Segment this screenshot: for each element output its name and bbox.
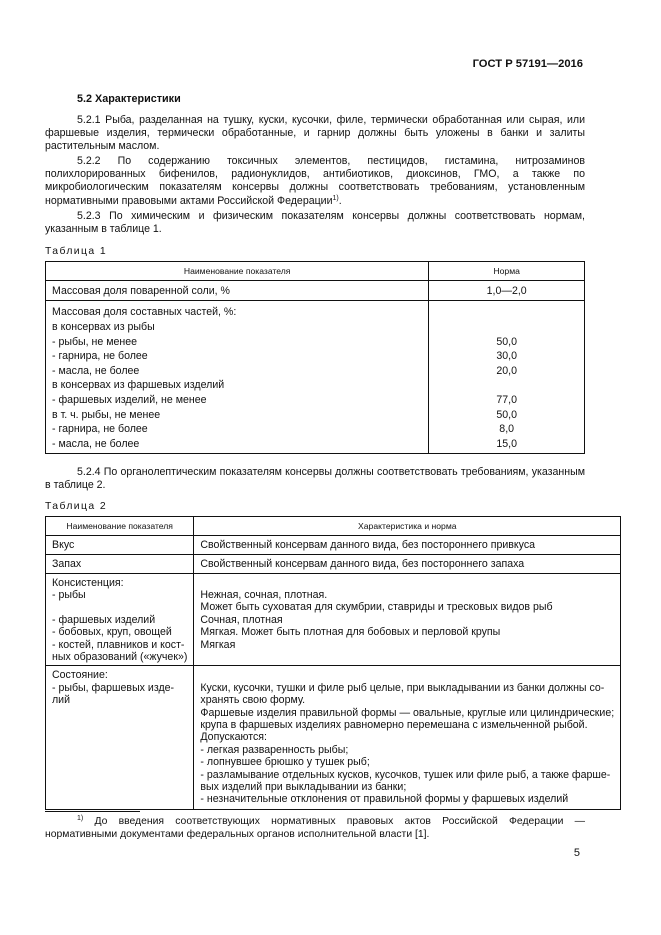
- characteristic-line: Фаршевые изделия правильной формы — овальные, круглые или цилиндрические;: [200, 706, 615, 719]
- table-row: [46, 535, 621, 554]
- table-1-caption: Таблица 1: [45, 245, 108, 257]
- paragraph-text: 5.2.1 Рыба, разделанная на тушку, куски, кусочки, филе, термически обработанная или сырая, или фаршевые изделия, термически обработанные, и гарнир должны быть уложены в банки и залиты растительным маслом.: [45, 114, 585, 153]
- indicator-line: - масла, не более: [52, 437, 140, 450]
- column-header: Наименование показателя: [46, 516, 194, 535]
- characteristic-line: крупа в фаршевых изделиях равномерно перемешана с измельченной рыбой.: [200, 719, 588, 732]
- section-title: 5.2 Характеристики: [77, 93, 181, 105]
- characteristic-line: Нежная, сочная, плотная.: [200, 588, 328, 601]
- indicator-line: - рыбы, фаршевых изде-: [52, 681, 175, 694]
- table-cell: [46, 535, 194, 554]
- norm-line: 50,0: [496, 408, 517, 421]
- norm-line: 8,0: [499, 423, 515, 436]
- table-cell: [46, 280, 429, 301]
- characteristic-line: Мягкая: [200, 638, 236, 651]
- characteristic-line: Куски, кусочки, тушки и филе рыб целые, при выкладывании из банки должны со-: [200, 681, 605, 694]
- characteristic-line: Допускаются:: [200, 731, 267, 744]
- table-row: [46, 301, 585, 454]
- characteristic-line: вых изделий при выкладывании из банки;: [200, 781, 407, 794]
- indicator-line: лий: [52, 694, 71, 707]
- paragraph-5-2-4: [45, 466, 585, 492]
- page-number: 5: [573, 847, 580, 859]
- norm-value: 1,0—2,0: [486, 284, 527, 297]
- norm-line: 20,0: [496, 364, 517, 377]
- characteristic-line: - незначительные отклонения от правильной формы у фаршевых изделий: [200, 793, 569, 806]
- characteristic-line: [200, 669, 614, 681]
- indicator-name: Массовая доля поваренной соли, %: [52, 284, 230, 297]
- indicator-line: в консервах из фаршевых изделий: [52, 379, 225, 392]
- indicator-line: - фаршевых изделий, не менее: [52, 394, 207, 406]
- table-cell: [46, 301, 429, 454]
- indicator-line: Консистенция:: [52, 576, 124, 589]
- norm-line: 50,0: [496, 335, 517, 348]
- indicator-line: [52, 601, 187, 613]
- characteristic-line: [200, 577, 614, 589]
- table-2-caption: Таблица 2: [45, 500, 108, 512]
- table-row: [46, 573, 621, 666]
- paragraph-5-2-2: 5.2.2 По содержанию токсичных элементов, пестицидов, гистамина, нитрозаминов полихлорированных бифенилов, радионуклидов, антибиотиков, диоксинов, ГМО, а также по микробиологическим показателям консервы должны соответствовать требованиям, установленным нормативными правовыми актами Российской Федерации$^{1)}$.: [45, 155, 585, 207]
- characteristic-line: Мягкая. Может быть плотная для бобовых и перловой крупы: [200, 626, 501, 639]
- indicator-line: - фаршевых изделий: [52, 613, 156, 626]
- norm-line: [435, 378, 578, 393]
- norm-line: [435, 320, 578, 335]
- table-row: [46, 280, 585, 301]
- footnote-mark: 1): [77, 815, 84, 822]
- table-row: [46, 554, 621, 573]
- table-cell: [46, 666, 194, 809]
- footnote-divider: [45, 811, 140, 812]
- characteristic-line: хранять свою форму.: [200, 694, 306, 707]
- paragraph-5-2-1: [45, 114, 585, 153]
- indicator-line: - костей, плавников и кост-: [52, 638, 185, 651]
- table-cell: [429, 280, 585, 301]
- table-cell: [46, 573, 194, 666]
- table-row: [46, 666, 621, 809]
- indicator-line: Массовая доля составных частей, %:: [52, 306, 237, 319]
- table-header-row: [46, 261, 585, 280]
- paragraph-text: 5.2.4 По органолептическим показателям консервы должны соответствовать требованиям, указанным в таблице 2.: [45, 466, 585, 492]
- indicator-line: в т. ч. рыбы, не менее: [52, 408, 161, 421]
- indicator-line: - рыбы: [52, 588, 86, 601]
- paragraph-5-2-3: [45, 210, 585, 236]
- characteristic-line: - лопнувшее брюшко у тушек рыб;: [200, 756, 370, 769]
- column-header: Наименование показателя: [46, 261, 429, 280]
- table-header-row: [46, 516, 621, 535]
- footnote-text: До введения соответствующих нормативных правовых актов Российской Федерации — нормативными документами федеральных органов исполнительной власти [1].: [45, 816, 585, 840]
- indicator-line: - гарнира, не более: [52, 350, 148, 363]
- table-cell: [194, 666, 621, 809]
- table-cell: [194, 535, 621, 554]
- characteristic-value: Свойственный консервам данного вида, без постороннего запаха: [200, 557, 525, 570]
- paragraph-text: 5.2.3 По химическим и физическим показателям консервы должны соответствовать нормам, указанным в таблице 1.: [45, 209, 585, 235]
- indicator-line: Состояние:: [52, 669, 108, 682]
- indicator-line: ных образований («жучек»): [52, 651, 188, 663]
- table-1: [45, 261, 585, 455]
- norm-line: 15,0: [496, 437, 517, 450]
- table-cell: [46, 554, 194, 573]
- indicator-name: Вкус: [52, 538, 75, 551]
- document-body: [45, 93, 615, 810]
- characteristic-line: - легкая разваренность рыбы;: [200, 743, 349, 756]
- column-header: Характеристика и норма: [194, 516, 621, 535]
- indicator-line: в консервах из рыбы: [52, 321, 155, 334]
- table-cell: [194, 554, 621, 573]
- norm-line: 30,0: [496, 350, 517, 363]
- indicator-line: - гарнира, не более: [52, 423, 148, 436]
- norm-line: 77,0: [496, 394, 517, 406]
- standard-header: ГОСТ Р 57191—2016: [472, 58, 583, 70]
- characteristic-line: Может быть суховатая для скумбрии, ставриды и тресковых видов рыб: [200, 601, 553, 614]
- footnote: [45, 815, 585, 841]
- table-cell: [429, 301, 585, 454]
- table-2: [45, 516, 621, 810]
- table-cell: [194, 573, 621, 666]
- column-header: Норма: [429, 261, 585, 280]
- indicator-line: - бобовых, круп, овощей: [52, 626, 172, 639]
- indicator-line: - рыбы, не менее: [52, 335, 138, 348]
- characteristic-line: - разламывание отдельных кусков, кусочков, тушек или филе рыб, а также фарше-: [200, 768, 611, 781]
- footnote-reference[interactable]: 1): [332, 194, 339, 202]
- norm-line: [435, 305, 578, 320]
- paragraph-text: 5.2.2 По содержанию токсичных элементов, пестицидов, гистамина, нитрозаминов полихлорированных бифенилов, радионуклидов, антибиотиков, диоксинов, ГМО, а также по микробиологическим показателям консервы должны соответствовать требованиям, установленным нормативными правовыми актами Российской Федерации: [45, 155, 585, 207]
- indicator-line: - масла, не более: [52, 364, 140, 377]
- characteristic-line: Сочная, плотная: [200, 613, 283, 626]
- characteristic-line: [200, 651, 614, 663]
- characteristic-value: Свойственный консервам данного вида, без постороннего привкуса: [200, 538, 536, 551]
- indicator-name: Запах: [52, 557, 82, 570]
